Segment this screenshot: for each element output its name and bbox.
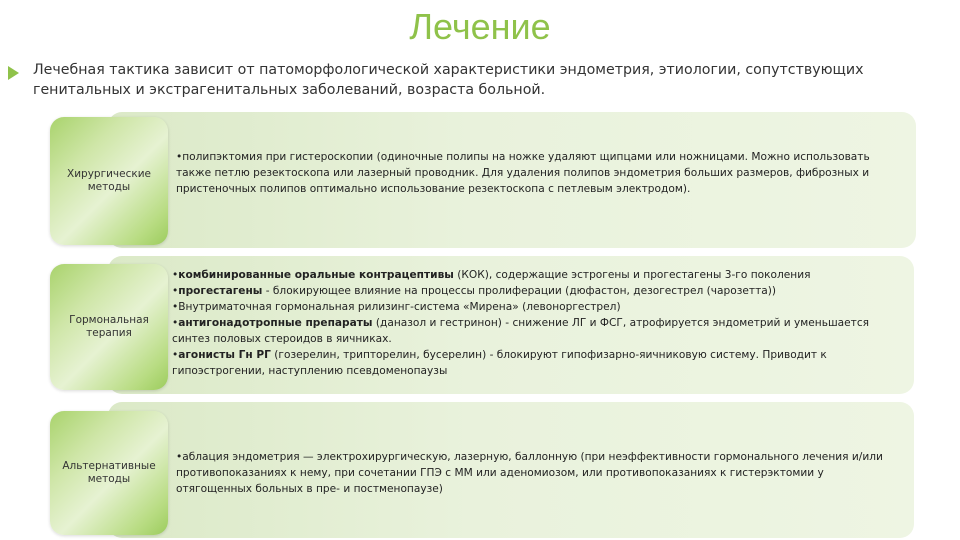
section-label-text: Альтернативные методы <box>62 460 156 485</box>
intro-text: Лечебная тактика зависит от патоморфологической характеристики эндометрия, этиологии, сопутствующих генитальных и экстрагенитальных заболеваний, возраста больной. <box>33 62 864 98</box>
list-item: •Внутриматочная гормональная рилизинг-система «Мирена» (левоноргестрел) <box>172 301 621 313</box>
section-label-text: Гормональная терапия <box>69 314 149 339</box>
list-item: •полипэктомия при гистероскопии (одиночные полипы на ножке удаляют щипцами или ножницами. Можно использовать также петлю резектоскопа или лазерный проводник. Для удаления полипов эндометрия больших размеров, фиброзных и пристеночных полипов оптимально использование резектоскопа с петлевым электродом). <box>176 151 870 195</box>
section-content-alternative <box>176 449 898 497</box>
section-label-surgical <box>50 117 168 245</box>
list-item: •агонисты Гн РГ (гозерелин, трипторелин, бусерелин) - блокируют гипофизарно-яичниковую систему. Приводит к гипоэстрогении, наступлению псевдоменопаузы <box>172 349 827 377</box>
list-item: •прогестагены - блокирующее влияние на процессы пролиферации (дюфастон, дезогестрел (чарозетта)) <box>172 285 777 297</box>
section-content-surgical <box>176 149 896 197</box>
bullet-arrow-icon <box>8 66 19 80</box>
section-label-text: Хирургические методы <box>67 168 151 193</box>
section-content-hormonal <box>172 267 907 379</box>
list-item: •антигонадотропные препараты (даназол и гестринон) - снижение ЛГ и ФСГ, атрофируется эндометрий и уменьшается синтез половых стероидов в яичниках. <box>172 317 870 345</box>
section-label-hormonal <box>50 264 168 390</box>
section-label-alternative <box>50 411 168 535</box>
list-item: •комбинированные оральные контрацептивы (КОК), содержащие эстрогены и прогестагены 3-го поколения <box>172 269 811 281</box>
list-item: •аблация эндометрия — электрохирургическую, лазерную, баллонную (при неэффективности гормонального лечения и/или противопоказаниях к нему, при сочетании ГПЭ с ММ или аденомиозом, или противопоказаниях к гистерэктомии у отягощенных больных в пре- и постменопаузе) <box>176 451 883 495</box>
slide-title: Лечение <box>409 6 551 47</box>
